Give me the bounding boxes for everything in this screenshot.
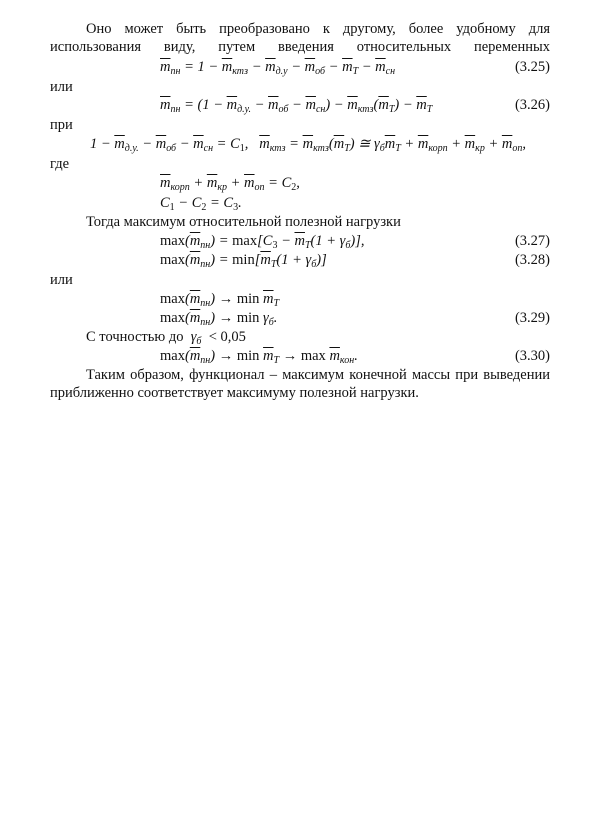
equation-number-3-28: (3.28) — [514, 252, 550, 268]
equation-number-3-26: (3.26) — [514, 97, 550, 113]
paragraph-intro-line2: использования виду, путем введения относительных переменных — [50, 39, 550, 55]
equation-number-3-30: (3.30) — [514, 348, 550, 364]
equation-3-26: $\overline{m}_{пн} = (1 - \overline{m}_{д.у.} - \overline{m}_{об} - \overline{m}_{сн}) - \overline{m}_{ктз}(\overline{m}_Т) - \overline{m}_Т$ — [160, 97, 433, 115]
equation-3-29a: $\max(\overline{m}_{пн}) \to \min \overline{m}_Т$ — [160, 291, 280, 309]
paragraph-togda: Тогда максимум относительной полезной нагрузки — [86, 214, 401, 230]
paragraph-final-line1: Таким образом, функционал – максимум конечной массы при выведении — [86, 367, 550, 383]
equation-number-3-25: (3.25) — [514, 59, 550, 75]
word-gde: где — [50, 156, 70, 172]
paragraph-final-line2: приближенно соответствует максимуму полезной нагрузки. — [50, 385, 419, 401]
word-ili-2: или — [50, 272, 73, 288]
equation-c2: $\overline{m}_{корп} + \overline{m}_{кр} + \overline{m}_{оп} = C_2$, — [160, 175, 300, 193]
equation-c3: $C_1 - C_2 = C_3$. — [160, 195, 242, 213]
equation-3-25: $\overline{m}_{пн} = 1 - \overline{m}_{ктз} - \overline{m}_{д.у} - \overline{m}_{об} - \overline{m}_Т - \overline{m}_{сн}$ — [160, 59, 396, 77]
equation-3-27: $\max(\overline{m}_{пн}) = \max[C_3 - \overline{m}_Т(1 + \gamma_б)]$, — [160, 233, 365, 251]
equation-number-3-29: (3.29) — [514, 310, 550, 326]
paragraph-tochnost: С точностью до $\gamma_б < 0,05$ — [86, 329, 246, 347]
equation-condition: $1 - \overline{m}_{д.у.} - \overline{m}_{об} - \overline{m}_{сн} = C_1$, $\overline{m}_{ктз} = \overline{m}_{ктз}(\overline{m}_Т)$ ≅ $\gamma_б\overline{m}_Т + \overline{m}_{корп} + \overline{m}_{кр} + \overline{m}_{оп}$, — [90, 136, 526, 154]
paragraph-intro-line1: Оно может быть преобразовано к другому, более удобному для — [86, 21, 550, 37]
tochnost-condition: < 0,05 — [208, 329, 246, 345]
equation-3-30: $\max(\overline{m}_{пн}) \to \min \overline{m}_Т \to \max \overline{m}_{кон}$. — [160, 348, 358, 366]
tochnost-text: С точностью до — [86, 329, 184, 345]
equation-3-28: $\max(\overline{m}_{пн}) = \min[\overline{m}_Т(1 + \gamma_б)]$ — [160, 252, 327, 270]
equation-number-3-27: (3.27) — [514, 233, 550, 249]
equation-3-29b: $\max(\overline{m}_{пн}) \to \min \gamma_б$. — [160, 310, 278, 328]
word-pri: при — [50, 117, 73, 133]
word-ili-1: или — [50, 79, 73, 95]
